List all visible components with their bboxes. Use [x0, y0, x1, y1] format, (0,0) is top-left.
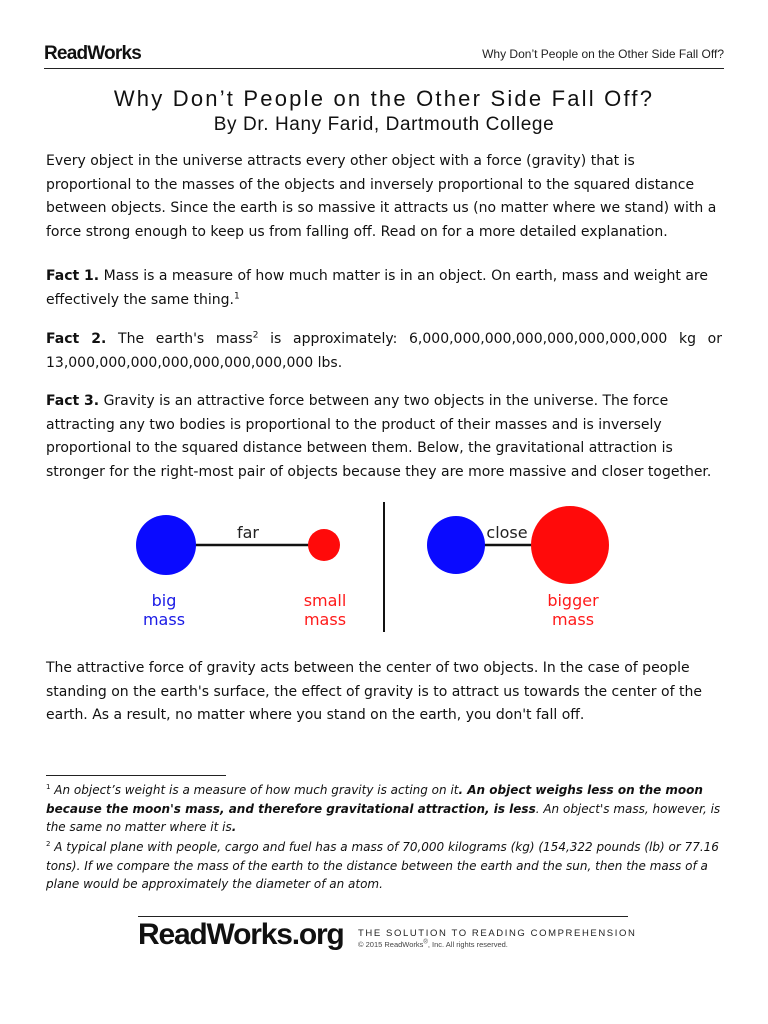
conclusion-paragraph: The attractive force of gravity acts between the center of two objects. In the case of people standing on the earth's surface, the effect of gravity is to attract us towards the center of the earth. As a result, no matter where you stand on the earth, you don't fall off.	[46, 660, 702, 723]
fact-2-text-b: is approximately: 6,000,000,000,000,000,000,000,000 kg or 13,000,000,000,000,000,000,000,000 lbs.	[46, 331, 722, 371]
fact-2	[46, 328, 722, 375]
bigger-mass-circle	[531, 506, 609, 584]
copyright-text-a: © 2015 ReadWorks	[358, 940, 424, 949]
footer-copyright	[358, 940, 508, 949]
document-title: Why Don’t People on the Other Side Fall Off?	[113, 86, 655, 111]
header-divider	[44, 68, 724, 69]
header-logo: ReadWorks	[44, 43, 141, 64]
intro-paragraph: Every object in the universe attracts every other object with a force (gravity) that is proportional to the masses of the objects and inversely proportional to the squared distance between objects. Since the earth is so massive it attracts us (no matter where we stand) with a force strong enough to keep us from falling off. Read on for a more detailed explanation.	[46, 153, 717, 240]
footnote-divider	[46, 775, 226, 776]
fact-3-label: Fact 3.	[46, 393, 100, 409]
bigger-mass-label-line-2: mass	[551, 610, 595, 629]
fact-1-label: Fact 1.	[46, 268, 100, 284]
footnote-ref-1[interactable]: 1	[233, 290, 240, 301]
document-author: By Dr. Hany Farid, Dartmouth College	[213, 114, 555, 135]
blue-mass-circle	[427, 516, 485, 574]
footnote-2	[46, 838, 726, 894]
bigger-mass-label-line-1: bigger	[547, 591, 599, 610]
footnote-1	[46, 781, 726, 837]
footnote-2-text: A typical plane with people, cargo and fuel has a mass of 70,000 kilograms (kg) (154,322 pounds (lb) or 77.16 tons). If we compare the mass of the earth to the distance between the earth and the sun, then the mass of a plane would be approximately the diameter of an atom.	[46, 840, 719, 891]
footnote-1-number: 1	[46, 783, 51, 791]
small-mass-label-line-2: mass	[303, 610, 347, 629]
footnote-1-dot-2: .	[231, 820, 237, 834]
fact-3-text: Gravity is an attractive force between any two objects in the universe. The force attracting any two bodies is proportional to the product of their masses and is inversely proportional to the squared distance between them. Below, the gravitational attraction is stronger for the right-most pair of objects because they are more massive and closer together.	[46, 393, 712, 480]
copyright-text-b: , Inc. All rights reserved.	[427, 940, 508, 949]
big-mass-label-line-1: big	[151, 591, 177, 610]
far-label: far	[236, 523, 260, 542]
footnote-1-text-c: . An object's mass, however, is the same no matter where it is	[46, 801, 721, 834]
fact-2-label: Fact 2.	[46, 331, 107, 347]
registered-mark: ®	[423, 939, 428, 946]
close-label: close	[486, 523, 528, 542]
small-mass-label-line-1: small	[303, 591, 347, 610]
footnote-1-text-a: An object’s weight is a measure of how much gravity is acting on it	[50, 783, 459, 797]
footnote-2-number: 2	[46, 840, 51, 848]
footer-logo: ReadWorks.org	[138, 918, 344, 951]
small-mass-circle	[308, 529, 340, 561]
big-mass-circle	[136, 515, 196, 575]
fact-1-text: Mass is a measure of how much matter is in an object. On earth, mass and weight are effectively the same thing.	[46, 268, 708, 308]
gravity-diagram	[128, 498, 640, 638]
fact-3	[46, 390, 722, 484]
big-mass-label-line-2: mass	[142, 610, 186, 629]
footer-tagline: THE SOLUTION TO READING COMPREHENSION	[358, 928, 637, 939]
footnote-ref-2[interactable]: 2	[252, 330, 259, 341]
footer-divider	[138, 916, 628, 917]
fact-2-text-a: The earth's mass	[106, 331, 253, 347]
fact-1	[46, 265, 722, 312]
footnote-1-dot-1: . An object weighs less on the moon because the moon's mass, and therefore gravitational attraction, is less	[46, 783, 703, 816]
running-title: Why Don’t People on the Other Side Fall Off?	[482, 47, 724, 61]
